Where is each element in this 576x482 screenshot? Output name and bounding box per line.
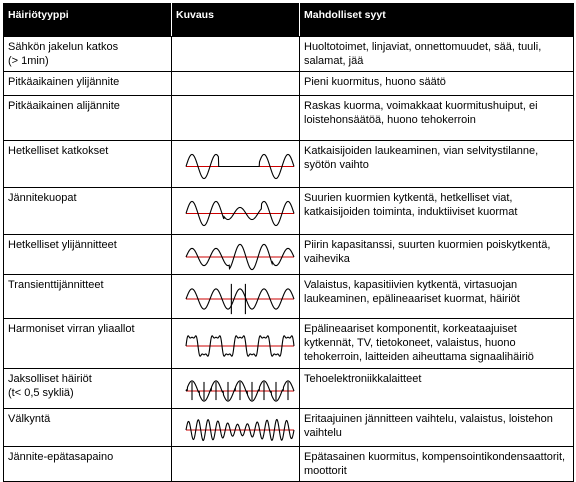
header-description: Kuvaus [172, 4, 300, 37]
disturbance-type-line: Pitkäaikainen alijännite [8, 100, 120, 112]
table-row [4, 188, 574, 235]
header-row [4, 4, 574, 37]
waveform-cell [172, 188, 300, 235]
disturbance-type-line: Hetkelliset ylijännitteet [8, 239, 117, 251]
disturbance-type-line: Välkyntä [8, 413, 51, 425]
possible-causes-cell: Epätasainen kuormitus, kompensointikondensaattorit, moottorit [300, 447, 574, 482]
waveform-cell [172, 447, 300, 482]
disturbance-table [3, 3, 574, 482]
waveform-transient-icon [176, 278, 300, 318]
disturbance-type-cell [4, 447, 172, 482]
possible-causes-cell: Piirin kapasitanssi, suurten kuormien poiskytkentä, vaihevika [300, 235, 574, 275]
waveform-flicker-icon [176, 412, 300, 446]
possible-causes-cell: Valaistus, kapasitiivien kytkentä, virtasuojan laukeaminen, epälineaariset kuormat, häiriöt [300, 275, 574, 319]
table-body [4, 37, 574, 482]
waveform-cell [172, 319, 300, 369]
disturbance-type-line: Sähkön jakelun katkos [8, 41, 119, 53]
disturbance-type-cell [4, 409, 172, 447]
disturbance-type-cell [4, 369, 172, 409]
table-row [4, 275, 574, 319]
table-row [4, 141, 574, 188]
disturbance-type-line: (t< 0,5 sykliä) [8, 387, 74, 399]
header-type: Häiriötyyppi [4, 4, 172, 37]
waveform-cell [172, 141, 300, 188]
waveform-cell [172, 96, 300, 141]
waveform-cell [172, 235, 300, 275]
waveform-cell [172, 72, 300, 96]
waveform-notching-icon [176, 372, 300, 408]
table-row [4, 72, 574, 96]
table-row [4, 369, 574, 409]
waveform-sag-icon [176, 191, 300, 234]
waveform-cell [172, 275, 300, 319]
waveform-cell [172, 409, 300, 447]
disturbance-type-cell [4, 188, 172, 235]
possible-causes-cell: Huoltotoimet, linjaviat, onnettomuudet, sää, tuuli, salamat, jää [300, 37, 574, 72]
disturbance-type-line: Hetkelliset katkokset [8, 145, 109, 157]
table-row [4, 319, 574, 369]
table-row [4, 447, 574, 482]
waveform-harmonic-icon [176, 322, 300, 368]
disturbance-type-cell [4, 235, 172, 275]
waveform-interruption-icon [176, 144, 300, 187]
disturbance-type-line: Harmoniset virran yliaallot [8, 323, 135, 335]
table-row [4, 37, 574, 72]
disturbance-type-line: Jännitekuopat [8, 192, 77, 204]
disturbance-type-cell [4, 96, 172, 141]
possible-causes-cell: Suurien kuormien kytkentä, hetkelliset viat, katkaisijoiden toiminta, induktiiviset kuormat [300, 188, 574, 235]
disturbance-type-line: Jännite-epätasapaino [8, 451, 114, 463]
waveform-swell-icon [176, 238, 300, 274]
disturbance-type-line: Pitkäaikainen ylijännite [8, 76, 120, 88]
table-row [4, 409, 574, 447]
possible-causes-cell: Eritaajuinen jännitteen vaihtelu, valaistus, loistehon vaihtelu [300, 409, 574, 447]
disturbance-type-cell [4, 319, 172, 369]
disturbance-type-cell [4, 141, 172, 188]
possible-causes-cell: Tehoelektroniikkalaitteet [300, 369, 574, 409]
disturbance-type-cell [4, 275, 172, 319]
waveform-cell [172, 369, 300, 409]
table-row [4, 96, 574, 141]
disturbance-type-line: Transienttijännitteet [8, 279, 104, 291]
possible-causes-cell: Raskas kuorma, voimakkaat kuormitushuiput, ei loistehonsäätöä, huono tehokerroin [300, 96, 574, 141]
possible-causes-cell: Katkaisijoiden laukeaminen, vian selvitystilanne, syötön vaihto [300, 141, 574, 188]
disturbance-type-line: (> 1min) [8, 55, 49, 67]
table-row [4, 235, 574, 275]
possible-causes-cell: Pieni kuormitus, huono säätö [300, 72, 574, 96]
disturbance-type-line: Jaksolliset häiriöt [8, 373, 92, 385]
disturbance-type-cell [4, 72, 172, 96]
waveform-cell [172, 37, 300, 72]
header-causes: Mahdolliset syyt [300, 4, 574, 37]
disturbance-type-cell [4, 37, 172, 72]
possible-causes-cell: Epälineaariset komponentit, korkeataajuiset kytkennät, TV, tietokoneet, valaistus, huono tehokerroin, laitteiden aiheuttama signaalihäiriö [300, 319, 574, 369]
